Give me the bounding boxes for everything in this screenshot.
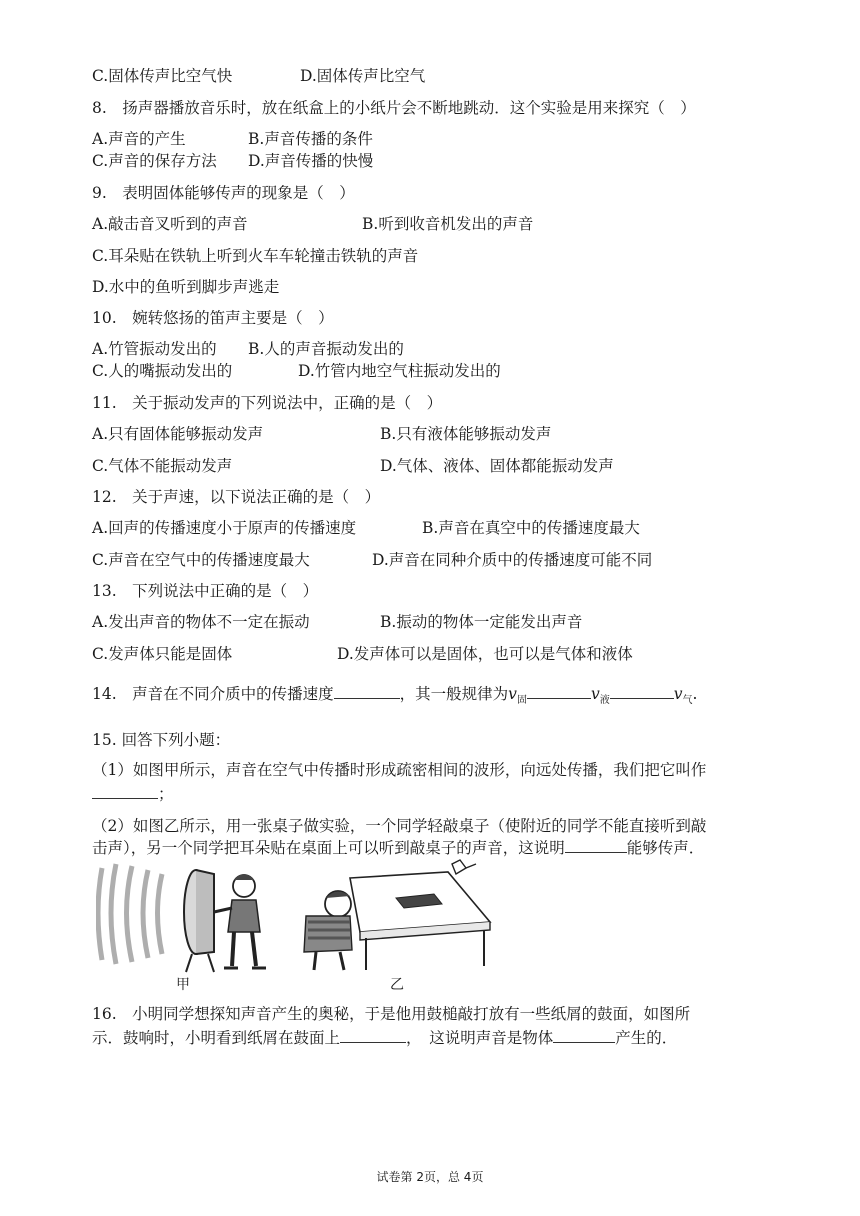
q13-option-d: D.发声体可以是固体，也可以是气体和液体 xyxy=(337,645,633,663)
q15-sub2-line2a: 击声），另一个同学把耳朵贴在桌面上可以听到敲桌子的声音，这说明 xyxy=(92,839,565,857)
q16-line2c: 产生的． xyxy=(615,1029,678,1047)
sound-wave-arcs xyxy=(98,864,162,964)
q14-v-liquid: v xyxy=(590,685,600,703)
q8-option-a: A.声音的产生 xyxy=(92,130,186,148)
q9-option-c: C.耳朵贴在铁轨上听到火车车轮撞击铁轨的声音 xyxy=(92,247,419,265)
q13-stem: 13. 下列说法中正确的是（ ） xyxy=(92,582,319,600)
q7-option-d: D.固体传声比空气 xyxy=(300,67,426,85)
q9-stem: 9. 表明固体能够传声的现象是（ ） xyxy=(92,184,355,202)
figure-caption-yi: 乙 xyxy=(390,977,404,993)
q15-blank-1 xyxy=(92,784,158,799)
q8-option-c: C.声音的保存方法 xyxy=(92,152,217,170)
q14-blank-1 xyxy=(334,684,400,699)
figure-yi-table xyxy=(300,858,494,974)
q12-stem: 12. 关于声速，以下说法正确的是（ ） xyxy=(92,488,381,506)
q10-option-d: D.竹管内地空气柱振动发出的 xyxy=(298,362,501,380)
q14-blank-2 xyxy=(527,684,591,699)
q10-stem: 10. 婉转悠扬的笛声主要是（ ） xyxy=(92,309,334,327)
q16-line1: 16. 小明同学想探知声音产生的奥秘，于是他用鼓槌敲打放有一些纸屑的鼓面，如图所 xyxy=(92,1005,691,1023)
q16-line2a: 示．鼓响时，小明看到纸屑在鼓面上 xyxy=(92,1029,341,1047)
figure-caption-jia: 甲 xyxy=(176,977,190,993)
q8-option-b: B.声音传播的条件 xyxy=(248,130,373,148)
q16-blank-1 xyxy=(340,1028,406,1043)
figure-jia-drum xyxy=(96,860,282,974)
q14-v-gas: v xyxy=(673,685,683,703)
q14-part1: 14. 声音在不同介质中的传播速度 xyxy=(92,685,334,703)
q14-part2: ，其一般规律为 xyxy=(399,685,509,703)
q15-sub1-end: ； xyxy=(158,785,174,803)
q16-blank-2 xyxy=(553,1028,615,1043)
q15-sub1: （1）如图甲所示，声音在空气中传播时形成疏密相间的波形，向远处传播，我们把它叫作 xyxy=(92,761,707,779)
q15-sub2-line2 xyxy=(92,838,704,858)
q11-stem: 11. 关于振动发声的下列说法中，正确的是（ ） xyxy=(92,394,443,412)
q14-text xyxy=(92,684,697,707)
q12-option-b: B.声音在真空中的传播速度最大 xyxy=(422,519,640,537)
q10-option-b: B.人的声音振动发出的 xyxy=(248,340,404,358)
page-footer: 试卷第 2页，总 4页 xyxy=(376,1170,484,1184)
q11-option-d: D.气体、液体、固体都能振动发声 xyxy=(380,457,614,475)
q14-sub-liquid: 液 xyxy=(599,695,610,706)
q11-option-b: B.只有液体能够振动发声 xyxy=(380,425,552,443)
q8-stem: 8. 扬声器播放音乐时，放在纸盒上的小纸片会不断地跳动．这个实验是用来探究（ ） xyxy=(92,99,696,117)
q16-line2 xyxy=(92,1028,677,1048)
q9-option-d: D.水中的鱼听到脚步声逃走 xyxy=(92,278,280,296)
q12-option-c: C.声音在空气中的传播速度最大 xyxy=(92,551,310,569)
q13-option-a: A.发出声音的物体不一定在振动 xyxy=(92,613,310,631)
q16-line2b: ， 这说明声音是物体 xyxy=(406,1029,554,1047)
q15-stem: 15. 回答下列小题： xyxy=(92,731,231,749)
q14-end: . xyxy=(692,685,698,703)
q12-option-a: A.回声的传播速度小于原声的传播速度 xyxy=(92,519,357,537)
q15-blank-2 xyxy=(565,838,627,853)
q12-option-d: D.声音在同种介质中的传播速度可能不同 xyxy=(372,551,653,569)
q11-option-a: A.只有固体能够振动发声 xyxy=(92,425,264,443)
q14-sub-solid: 固 xyxy=(516,695,527,706)
q15-sub2-line2b: 能够传声． xyxy=(626,839,705,857)
q7-option-c: C.固体传声比空气快 xyxy=(92,67,233,85)
knocking-hand xyxy=(452,860,466,874)
q13-option-b: B.振动的物体一定能发出声音 xyxy=(380,613,583,631)
q9-option-a: A.敲击音叉听到的声音 xyxy=(92,215,248,233)
q10-option-c: C.人的嘴振动发出的 xyxy=(92,362,233,380)
q14-v-solid: v xyxy=(508,685,517,703)
q9-option-b: B.听到收音机发出的声音 xyxy=(362,215,534,233)
q15-sub2-line1: （2）如图乙所示，用一张桌子做实验，一个同学轻敲桌子（使附近的同学不能直接听到敲 xyxy=(92,817,707,835)
q8-option-d: D.声音传播的快慢 xyxy=(248,152,374,170)
q14-blank-3 xyxy=(610,684,674,699)
q15-sub1-answer xyxy=(92,784,174,804)
q10-option-a: A.竹管振动发出的 xyxy=(92,340,217,358)
q13-option-c: C.发声体只能是固体 xyxy=(92,645,233,663)
q14-sub-gas: 气 xyxy=(682,695,693,706)
q11-option-c: C.气体不能振动发声 xyxy=(92,457,233,475)
